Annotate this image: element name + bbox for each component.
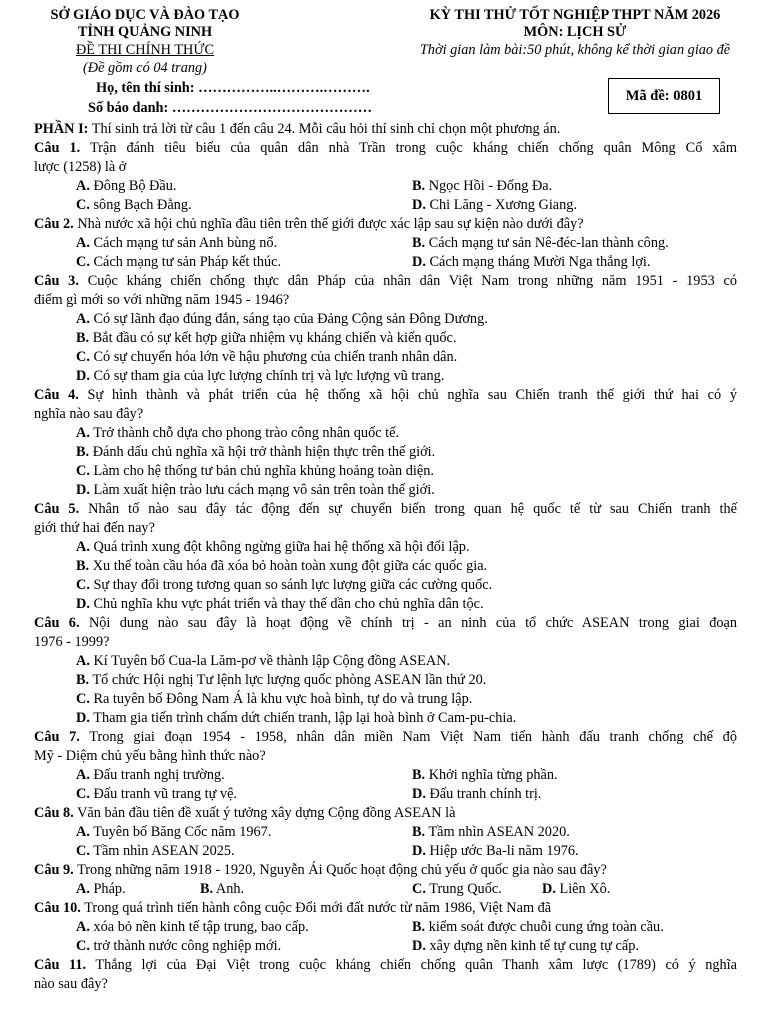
option-text: Đấu tranh chính trị.	[425, 786, 542, 802]
question-block	[34, 956, 737, 994]
answer-option[interactable]	[34, 234, 370, 253]
part-title: PHẦN I:	[34, 121, 89, 137]
option-text: Sự thay đổi trong tương quan so sánh lực lượng giữa các cường quốc.	[89, 577, 493, 593]
option-text: Kí Tuyên bố Cua-la Lăm-pơ về thành lập Cộng đồng ASEAN.	[89, 653, 451, 669]
option-label: D.	[542, 881, 556, 897]
option-label: C.	[76, 197, 90, 213]
question-text: Trong quá trình tiến hành công cuộc Đổi mới đất nước từ năm 1986, Việt Nam đã	[84, 900, 552, 916]
option-text: Bắt đầu có sự kết hợp giữa nhiệm vụ kháng chiến và kiến quốc.	[89, 330, 457, 346]
question-text: giới thứ hai đến nay?	[34, 520, 155, 536]
answer-option[interactable]	[34, 652, 737, 671]
answer-option[interactable]	[370, 234, 737, 253]
option-text: Tổ chức Hội nghị Tư lệnh lực lượng quốc phòng ASEAN lần thứ 20.	[89, 672, 487, 688]
question-text: Sự hình thành và phát triển của hệ thống xã hội chủ nghĩa sau Chiến tranh thế giới thứ hai có ý	[87, 387, 737, 403]
question-text: Nhà nước xã hội chủ nghĩa đầu tiên trên thế giới được xác lập sau sự kiện nào dưới đây?	[77, 216, 584, 232]
answer-option[interactable]	[34, 348, 737, 367]
answer-option[interactable]	[34, 253, 370, 272]
option-text: Cách mạng tư sản Nê-đéc-lan thành công.	[425, 235, 669, 251]
question-text: điểm gì mới so với những năm 1945 - 1946?	[34, 292, 290, 308]
answer-option[interactable]	[34, 823, 370, 842]
option-text: kiểm soát được chuỗi cung ứng toàn cầu.	[425, 919, 664, 935]
candidate-name-field: Họ, tên thí sinh: ……………..……….……….	[96, 80, 370, 96]
question-text: lược (1258) là ở	[34, 159, 127, 175]
option-row	[34, 177, 737, 196]
option-text: Khởi nghĩa từng phần.	[425, 767, 558, 783]
option-text: Có sự chuyển hóa lớn về hậu phương của chiến tranh nhân dân.	[89, 349, 458, 365]
question-block	[34, 215, 737, 272]
question-stem-line	[34, 747, 737, 766]
option-label: C.	[76, 786, 90, 802]
question-stem-line	[34, 633, 737, 652]
answer-option[interactable]	[370, 880, 540, 899]
exam-code-box: Mã đề: 0801	[608, 78, 720, 114]
option-text: Đông Bộ Đầu.	[89, 178, 177, 194]
answer-option[interactable]	[370, 785, 737, 804]
answer-option[interactable]	[34, 690, 737, 709]
option-row	[34, 937, 737, 956]
option-label: A.	[76, 235, 90, 251]
question-block	[34, 861, 737, 899]
option-text: Đấu tranh nghị trường.	[89, 767, 225, 783]
question-label: Câu 3.	[34, 273, 79, 289]
option-label: A.	[76, 881, 90, 897]
question-stem-line	[34, 291, 737, 310]
answer-option[interactable]	[34, 196, 370, 215]
question-stem-line	[34, 614, 737, 633]
question-stem-line	[34, 272, 737, 291]
subject-name: MÔN: LỊCH SỬ	[523, 24, 627, 40]
option-text: Ngọc Hồi - Đống Đa.	[425, 178, 553, 194]
answer-option[interactable]	[370, 823, 737, 842]
option-text: Trung Quốc.	[425, 881, 502, 897]
question-block	[34, 272, 737, 386]
question-text: Văn bản đầu tiên đề xuất ý tưởng xây dựng Cộng đồng ASEAN là	[77, 805, 456, 821]
option-label: D.	[412, 786, 426, 802]
answer-option[interactable]	[34, 785, 370, 804]
option-text: Tầm nhìn ASEAN 2020.	[425, 824, 570, 840]
question-label: Câu 11.	[34, 957, 87, 973]
question-text: 1976 - 1999?	[34, 634, 110, 650]
option-row	[34, 234, 737, 253]
option-text: Cách mạng tháng Mười Nga thắng lợi.	[425, 254, 651, 270]
option-label: D.	[412, 197, 426, 213]
option-text: Trở thành chỗ dựa cho phong trào công nhân quốc tế.	[89, 425, 400, 441]
question-text: Mỹ - Diệm chủ yếu bằng hình thức nào?	[34, 748, 266, 764]
question-block	[34, 899, 737, 956]
question-text: Nội dung nào sau đây là hoạt động về chính trị - an ninh của tổ chức ASEAN trong giai đoạn	[88, 615, 737, 631]
question-stem-line	[34, 215, 737, 234]
option-label: C.	[412, 881, 426, 897]
question-block	[34, 614, 737, 728]
option-label: B.	[76, 444, 90, 460]
question-stem-line	[34, 405, 737, 424]
question-stem-line	[34, 899, 737, 918]
option-label: A.	[76, 767, 90, 783]
option-label: A.	[76, 824, 90, 840]
answer-option[interactable]	[34, 443, 737, 462]
exam-content	[34, 120, 737, 994]
answer-option[interactable]	[34, 880, 200, 899]
option-text: Quá trình xung đột không ngừng giữa hai hệ thống xã hội đối lập.	[89, 539, 470, 555]
option-text: Anh.	[213, 881, 245, 897]
option-text: Cách mạng tư sản Anh bùng nổ.	[89, 235, 278, 251]
question-label: Câu 8.	[34, 805, 74, 821]
option-text: Đánh dấu chủ nghĩa xã hội trở thành hiện thực trên thế giới.	[89, 444, 436, 460]
option-label: A.	[76, 653, 90, 669]
option-label: D.	[76, 710, 90, 726]
answer-option[interactable]	[34, 329, 737, 348]
option-text: Làm cho hệ thống tư bản chủ nghĩa khủng hoảng toàn diện.	[89, 463, 434, 479]
question-text: Thắng lợi của Đại Việt trong cuộc kháng chiến chống quân Thanh xâm lược (1789) có ý nghĩa	[95, 957, 737, 973]
option-label: C.	[76, 463, 90, 479]
question-label: Câu 4.	[34, 387, 79, 403]
answer-option[interactable]	[34, 481, 737, 500]
answer-option[interactable]	[200, 880, 370, 899]
question-block	[34, 500, 737, 614]
option-text: Ra tuyên bố Đông Nam Á là khu vực hoà bình, tự do và trung lập.	[89, 691, 473, 707]
time-note: Thời gian làm bài:50 phút, không kể thời gian giao đề	[419, 42, 731, 58]
option-label: C.	[76, 938, 90, 954]
question-label: Câu 7.	[34, 729, 80, 745]
option-row	[34, 766, 737, 785]
option-label: B.	[412, 824, 426, 840]
option-label: B.	[200, 881, 214, 897]
answer-option[interactable]	[34, 937, 370, 956]
option-label: C.	[76, 349, 90, 365]
option-row	[34, 880, 737, 899]
question-stem-line	[34, 804, 737, 823]
official-exam-label: ĐỀ THI CHÍNH THỨC	[75, 42, 215, 58]
answer-option[interactable]	[370, 937, 737, 956]
question-label: Câu 2.	[34, 216, 74, 232]
option-text: Pháp.	[89, 881, 126, 897]
option-label: D.	[76, 596, 90, 612]
question-text: Cuộc kháng chiến chống thực dân Pháp của nhân dân Việt Nam trong những năm 1951 - 1953 có	[87, 273, 737, 289]
answer-option[interactable]	[34, 842, 370, 861]
question-stem-line	[34, 975, 737, 994]
question-stem-line	[34, 728, 737, 747]
option-label: A.	[76, 178, 90, 194]
question-stem-line	[34, 956, 737, 975]
option-row	[34, 918, 737, 937]
answer-option[interactable]	[370, 196, 737, 215]
candidate-number-field: Số báo danh: ……………………………………	[88, 100, 372, 116]
question-text: nào sau đây?	[34, 976, 108, 992]
option-text: Hiệp ước Ba-li năm 1976.	[425, 843, 579, 859]
answer-option[interactable]	[34, 424, 737, 443]
part-instruction-text: Thí sinh trả lời từ câu 1 đến câu 24. Mỗi câu hỏi thí sinh chỉ chọn một phương án.	[91, 121, 561, 137]
answer-option[interactable]	[34, 367, 737, 386]
answer-option[interactable]	[34, 709, 737, 728]
question-label: Câu 1.	[34, 140, 81, 156]
question-list	[34, 139, 737, 994]
option-label: B.	[412, 767, 426, 783]
answer-option[interactable]	[370, 766, 737, 785]
exam-title: KỲ THI THỬ TỐT NGHIỆP THPT NĂM 2026	[429, 7, 721, 23]
answer-option[interactable]	[34, 766, 370, 785]
option-text: Làm xuất hiện trào lưu cách mạng vô sản trên toàn thế giới.	[89, 482, 435, 498]
option-label: B.	[412, 919, 426, 935]
question-stem-line	[34, 861, 737, 880]
question-text: Trận đánh tiêu biểu của quân dân nhà Trần trong cuộc kháng chiến chống quân Mông Cổ xâm	[89, 140, 737, 156]
question-label: Câu 6.	[34, 615, 80, 631]
option-text: Chi Lăng - Xương Giang.	[425, 197, 578, 213]
answer-option[interactable]	[34, 538, 737, 557]
option-text: sông Bạch Đằng.	[89, 197, 192, 213]
option-text: xóa bỏ nền kinh tế tập trung, bao cấp.	[89, 919, 309, 935]
question-stem-line	[34, 386, 737, 405]
question-label: Câu 5.	[34, 501, 80, 517]
answer-option[interactable]	[34, 576, 737, 595]
exam-header	[0, 6, 780, 116]
option-row	[34, 823, 737, 842]
question-block	[34, 728, 737, 804]
option-label: D.	[412, 843, 426, 859]
option-label: B.	[76, 672, 90, 688]
province-name: TỈNH QUẢNG NINH	[77, 24, 213, 40]
question-text: Trong giai đoạn 1954 - 1958, nhân dân miền Nam Việt Nam tiến hành đấu tranh chống chế độ	[89, 729, 737, 745]
question-text: Nhân tố nào sau đây tác động đến sự chuyển biến trong quan hệ quốc tế từ sau Chiến tranh thế	[88, 501, 737, 517]
answer-option[interactable]	[34, 177, 370, 196]
option-text: Xu thế toàn cầu hóa đã xóa bỏ hoàn toàn xung đột giữa các quốc gia.	[89, 558, 488, 574]
option-text: Có sự lãnh đạo đúng đắn, sáng tạo của Đảng Cộng sản Đông Dương.	[89, 311, 488, 327]
option-text: Tham gia tiến trình chấm dứt chiến tranh, lập lại hoà bình ở Cam-pu-chia.	[89, 710, 517, 726]
option-label: A.	[76, 311, 90, 327]
option-label: A.	[76, 919, 90, 935]
option-text: trở thành nước công nghiệp mới.	[89, 938, 282, 954]
option-label: A.	[76, 539, 90, 555]
answer-option[interactable]	[34, 462, 737, 481]
option-text: Tuyên bố Băng Cốc năm 1967.	[89, 824, 272, 840]
option-label: B.	[412, 235, 426, 251]
option-text: Đấu tranh vũ trang tự vệ.	[89, 786, 238, 802]
option-text: xây dựng nền kinh tế tự cung tự cấp.	[425, 938, 639, 954]
option-label: B.	[412, 178, 426, 194]
part-instruction	[34, 120, 737, 139]
question-block	[34, 139, 737, 215]
option-text: Cách mạng tư sản Pháp kết thúc.	[89, 254, 282, 270]
answer-option[interactable]	[370, 253, 737, 272]
option-row	[34, 196, 737, 215]
option-row	[34, 842, 737, 861]
option-label: C.	[76, 577, 90, 593]
question-block	[34, 386, 737, 500]
department-name: SỞ GIÁO DỤC VÀ ĐÀO TẠO	[50, 7, 240, 23]
question-stem-line	[34, 139, 737, 158]
question-stem-line	[34, 158, 737, 177]
option-label: D.	[76, 482, 90, 498]
answer-option[interactable]	[370, 177, 737, 196]
option-label: D.	[76, 368, 90, 384]
option-label: D.	[412, 938, 426, 954]
option-label: B.	[76, 558, 90, 574]
question-label: Câu 10.	[34, 900, 81, 916]
option-label: C.	[76, 254, 90, 270]
answer-option[interactable]	[34, 918, 370, 937]
option-text: Có sự tham gia của lực lượng chính trị và lực lượng vũ trang.	[89, 368, 445, 384]
answer-option[interactable]	[540, 880, 737, 899]
page-count-note: (Đề gồm có 04 trang)	[83, 60, 207, 76]
answer-option[interactable]	[34, 557, 737, 576]
option-label: B.	[76, 330, 90, 346]
option-text: Chủ nghĩa khu vực phát triển và thay thế dần cho chủ nghĩa dân tộc.	[89, 596, 484, 612]
answer-option[interactable]	[370, 842, 737, 861]
question-stem-line	[34, 519, 737, 538]
option-label: C.	[76, 843, 90, 859]
question-text: nghĩa nào sau đây?	[34, 406, 144, 422]
answer-option[interactable]	[34, 595, 737, 614]
option-text: Liên Xô.	[555, 881, 611, 897]
answer-option[interactable]	[34, 310, 737, 329]
option-label: C.	[76, 691, 90, 707]
question-label: Câu 9.	[34, 862, 74, 878]
question-text: Trong những năm 1918 - 1920, Nguyễn Ái Quốc hoạt động chủ yếu ở quốc gia nào sau đây?	[77, 862, 607, 878]
option-row	[34, 253, 737, 272]
answer-option[interactable]	[34, 671, 737, 690]
option-label: A.	[76, 425, 90, 441]
question-stem-line	[34, 500, 737, 519]
option-label: D.	[412, 254, 426, 270]
option-text: Tầm nhìn ASEAN 2025.	[89, 843, 235, 859]
question-block	[34, 804, 737, 861]
answer-option[interactable]	[370, 918, 737, 937]
option-row	[34, 785, 737, 804]
